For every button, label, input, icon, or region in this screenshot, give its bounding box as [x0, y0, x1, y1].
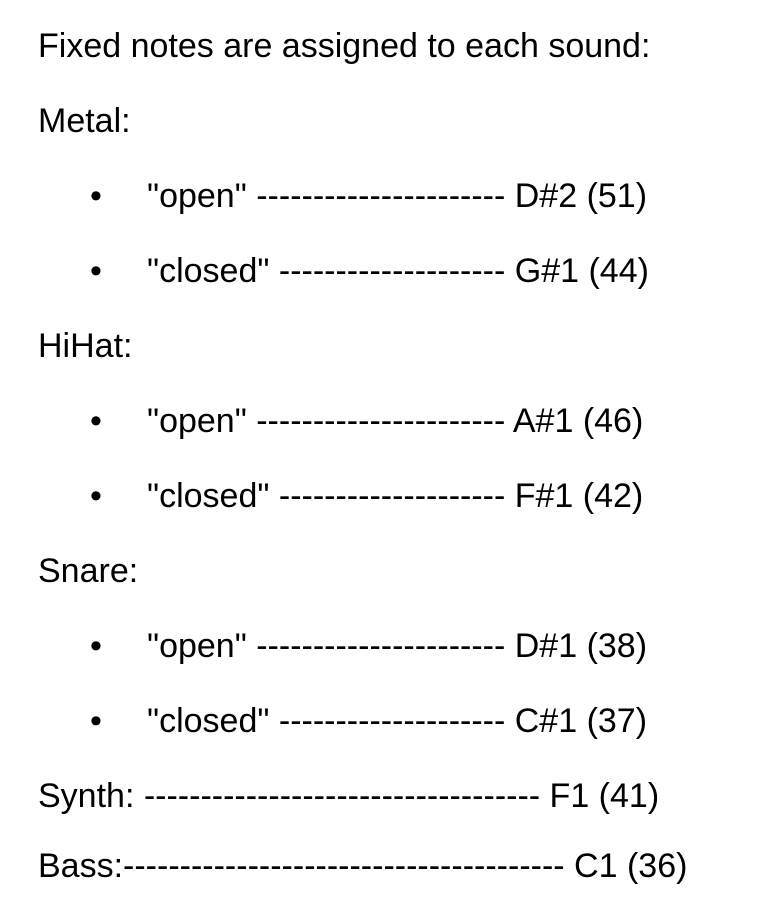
bullet: • [90, 477, 102, 515]
metal-closed-note: "closed" -------------------- G#1 (44) [147, 252, 649, 290]
intro-text: Fixed notes are assigned to each sound: [38, 27, 651, 65]
heading-hihat: HiHat: [38, 327, 133, 365]
bullet: • [90, 402, 102, 440]
hihat-open-note: "open" ---------------------- A#1 (46) [147, 402, 644, 440]
bullet: • [90, 627, 102, 665]
snare-open-note: "open" ---------------------- D#1 (38) [147, 627, 648, 665]
metal-open-note: "open" ---------------------- D#2 (51) [147, 177, 648, 215]
bullet: • [90, 252, 102, 290]
bass-note: Bass:--------------------------------------- C1 (36) [38, 847, 688, 885]
synth-note: Synth: ----------------------------------- F1 (41) [38, 777, 660, 815]
hihat-closed-note: "closed" -------------------- F#1 (42) [147, 477, 644, 515]
bullet: • [90, 702, 102, 740]
bullet: • [90, 177, 102, 215]
heading-metal: Metal: [38, 102, 131, 140]
snare-closed-note: "closed" -------------------- C#1 (37) [147, 702, 648, 740]
heading-snare: Snare: [38, 552, 139, 590]
